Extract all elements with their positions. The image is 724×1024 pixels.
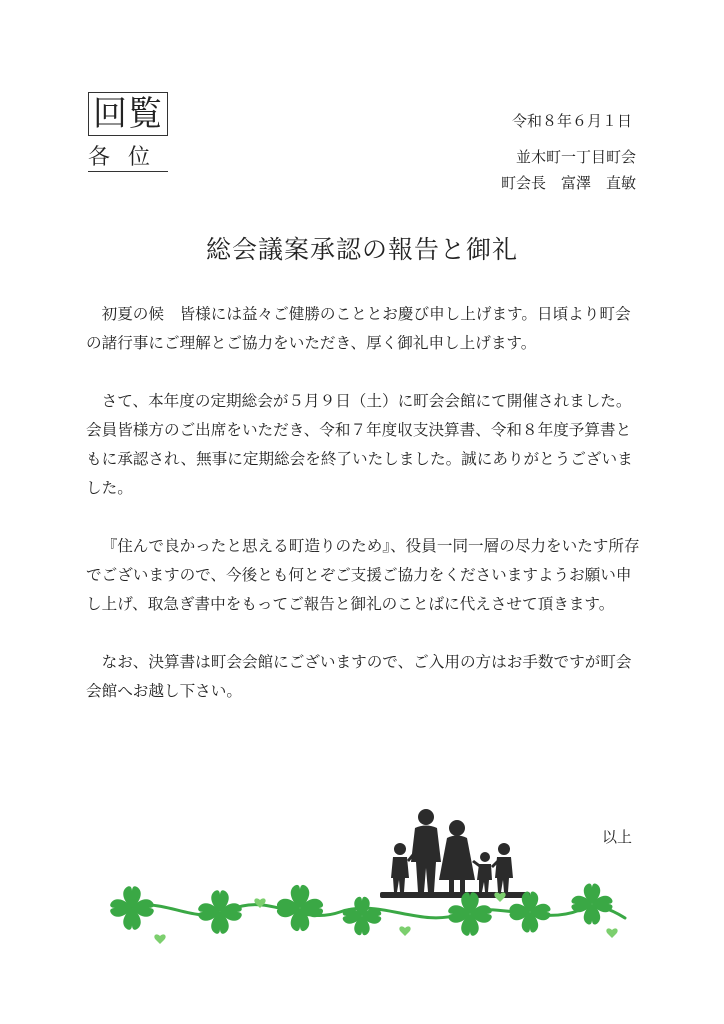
paragraph-greeting: 初夏の候 皆様には益々ご健勝のこととお慶び申し上げます。日頃より町会の諸行事にご理解とご協力をいただき、厚く御礼申し上げます。 — [86, 305, 631, 352]
family-clover-illustration — [100, 800, 640, 960]
document-body — [86, 300, 646, 735]
paragraph-report: さて、本年度の定期総会が５月９日（土）に町会会館にて開催されました。会員皆様方のご出席をいただき、令和７年度収支決算書、令和８年度予算書ともに承認され、無事に定期総会を終了いたしました。誠にありがとうございました。 — [86, 392, 633, 497]
closing-mark: 以上 — [601, 828, 632, 846]
paragraph-commitment: 『住んで良かったと思える町造りのため』、役員一同一層の尽力をいたす所存でございますので、今後とも何とぞご支援ご協力をくださいますようお願い申し上げ、取急ぎ書中をもってご報告と御礼のことばに代えさせて頂きます。 — [86, 537, 640, 613]
kairan-stamp: 回覧 — [88, 92, 168, 136]
family-silhouette — [380, 809, 530, 898]
paragraph-notice: なお、決算書は町会会館にございますので、ご入用の方はお手数ですが町会会館へお越し下さい。 — [86, 653, 632, 700]
recipients-label: 各位 — [88, 145, 169, 170]
organization-name: 並木町一丁目町会 — [515, 148, 636, 166]
clover-group — [110, 883, 612, 935]
document-title: 総会議案承認の報告と御礼 — [205, 235, 518, 264]
chairman-name: 町会長 富澤 直敏 — [500, 174, 636, 192]
issue-date: 令和８年６月１日 — [511, 112, 632, 130]
